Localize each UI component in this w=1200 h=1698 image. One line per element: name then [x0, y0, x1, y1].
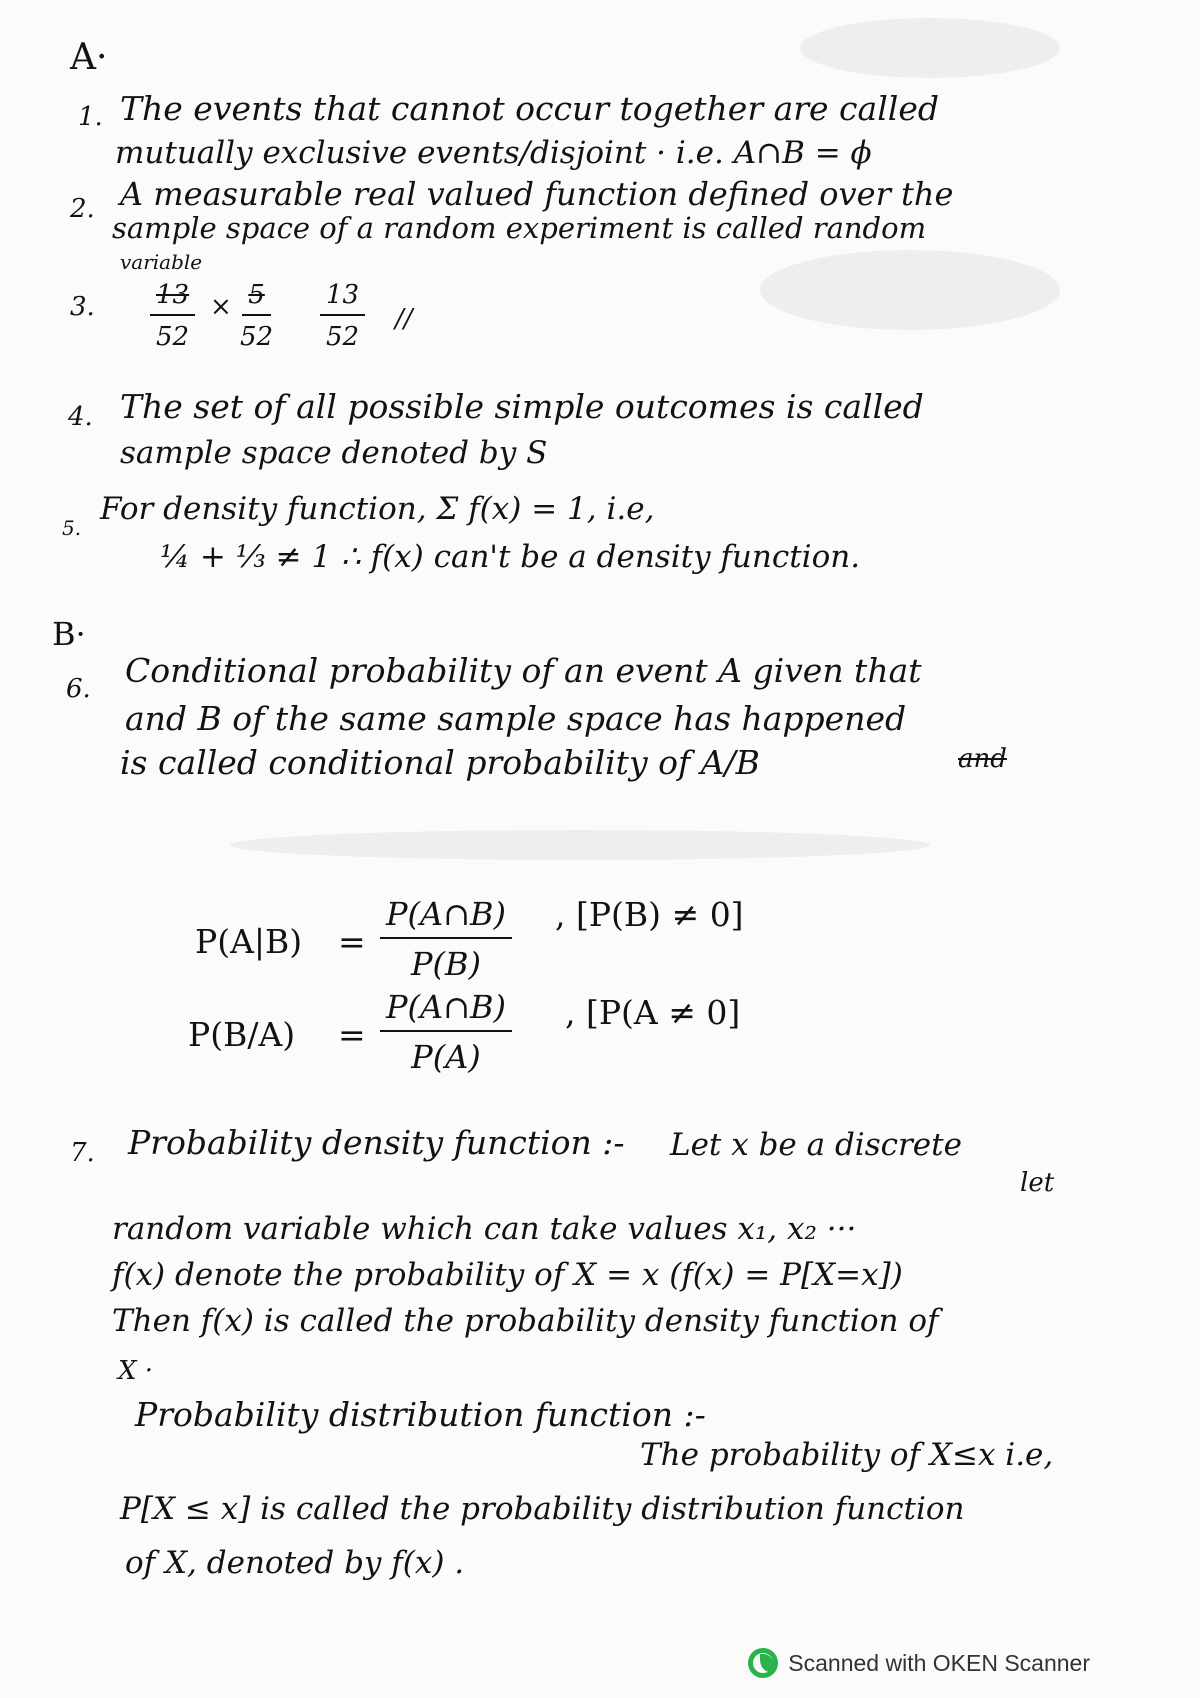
- q3-fraction-2: [240, 280, 273, 352]
- q7-heading: Probability density function :-: [128, 1123, 625, 1162]
- q4-line-1: The set of all possible simple outcomes is called: [120, 387, 924, 426]
- q3-fraction-2-denominator: 52: [240, 322, 274, 352]
- q3-fraction-3: [320, 280, 365, 352]
- q6-line-2: and B of the same sample space has happened: [125, 699, 907, 738]
- q7-line-3: f(x) denote the probability of X = x (f(x) = P[X=x]): [112, 1257, 903, 1293]
- q6-struck-word: and: [958, 744, 1007, 774]
- formula-1-numerator: P(A∩B): [380, 895, 512, 939]
- q3-fraction-2-numerator: 5: [242, 280, 271, 316]
- q6-line-3: is called conditional probability of A/B: [120, 743, 760, 782]
- q2-line-2: sample space of a random experiment is called random: [112, 211, 927, 245]
- q4-line-2: sample space denoted by S: [120, 435, 548, 471]
- q7-line-5: X ·: [118, 1356, 154, 1386]
- formula-1-fraction: [380, 895, 512, 983]
- q1-line-1: The events that cannot occur together are called: [120, 89, 939, 128]
- q7-line-7: P[X ≤ x] is called the probability distribution function: [120, 1491, 965, 1527]
- formula-2-lhs: P(B/A): [188, 1015, 296, 1054]
- q3-fraction-1: [150, 280, 195, 352]
- q1-number: 1.: [78, 102, 103, 132]
- q6-line-1: Conditional probability of an event A given that: [125, 651, 922, 690]
- q7-number: 7.: [70, 1138, 95, 1168]
- q6-number: 6.: [66, 674, 91, 704]
- formula-2-numerator: P(A∩B): [380, 988, 512, 1032]
- scan-smudge: [760, 250, 1060, 330]
- q5-number: 5.: [62, 516, 82, 540]
- q7-line-6: The probability of X≤x i.e,: [640, 1437, 1054, 1473]
- scanner-watermark-text: Scanned with OKEN Scanner: [788, 1649, 1090, 1676]
- q2-number: 2.: [70, 194, 95, 224]
- q2-line-3: variable: [120, 250, 203, 274]
- section-b-label: B·: [52, 615, 86, 653]
- q7-line-2: random variable which can take values x₁, x₂ ···: [112, 1211, 857, 1247]
- q3-fraction-3-numerator: 13: [320, 280, 365, 316]
- formula-2-denominator: P(A): [411, 1038, 481, 1076]
- q3-fraction-1-denominator: 52: [156, 322, 190, 352]
- q3-fraction-1-numerator: 13: [150, 280, 195, 316]
- q5-line-1: For density function, Σ f(x) = 1, i.e,: [100, 491, 655, 527]
- q2-line-1: A measurable real valued function defined over the: [120, 175, 954, 213]
- q5-line-2: ¼ + ⅓ ≠ 1 ∴ f(x) can't be a density function.: [160, 539, 861, 575]
- q7-line-1-let: let: [1020, 1168, 1055, 1198]
- formula-2-equals: =: [338, 1015, 366, 1054]
- q4-number: 4.: [68, 402, 93, 432]
- q7-line-4: Then f(x) is called the probability density function of: [112, 1303, 939, 1339]
- formula-1-lhs: P(A|B): [195, 922, 303, 961]
- q7-line-1: Let x be a discrete: [670, 1127, 962, 1163]
- q7-heading-2: Probability distribution function :-: [135, 1395, 706, 1434]
- formula-1-condition: , [P(B) ≠ 0]: [555, 895, 744, 934]
- formula-1-equals: =: [338, 922, 366, 961]
- q1-line-2: mutually exclusive events/disjoint · i.e. A∩B = ϕ: [115, 135, 872, 171]
- q3-fraction-3-denominator: 52: [326, 322, 360, 352]
- scan-smudge: [230, 830, 930, 860]
- q3-times-sign: ×: [210, 292, 232, 322]
- q3-answer-mark: //: [395, 304, 413, 334]
- oken-scanner-logo-icon: [748, 1648, 778, 1678]
- formula-2-condition: , [P(A ≠ 0]: [565, 993, 741, 1032]
- scan-smudge: [800, 18, 1060, 78]
- scanner-watermark: [748, 1648, 1090, 1678]
- q3-number: 3.: [70, 292, 95, 322]
- formula-1-denominator: P(B): [410, 945, 481, 983]
- section-a-label: A·: [70, 37, 108, 78]
- q7-line-8: of X, denoted by f(x) .: [125, 1545, 465, 1581]
- formula-2-fraction: [380, 988, 512, 1076]
